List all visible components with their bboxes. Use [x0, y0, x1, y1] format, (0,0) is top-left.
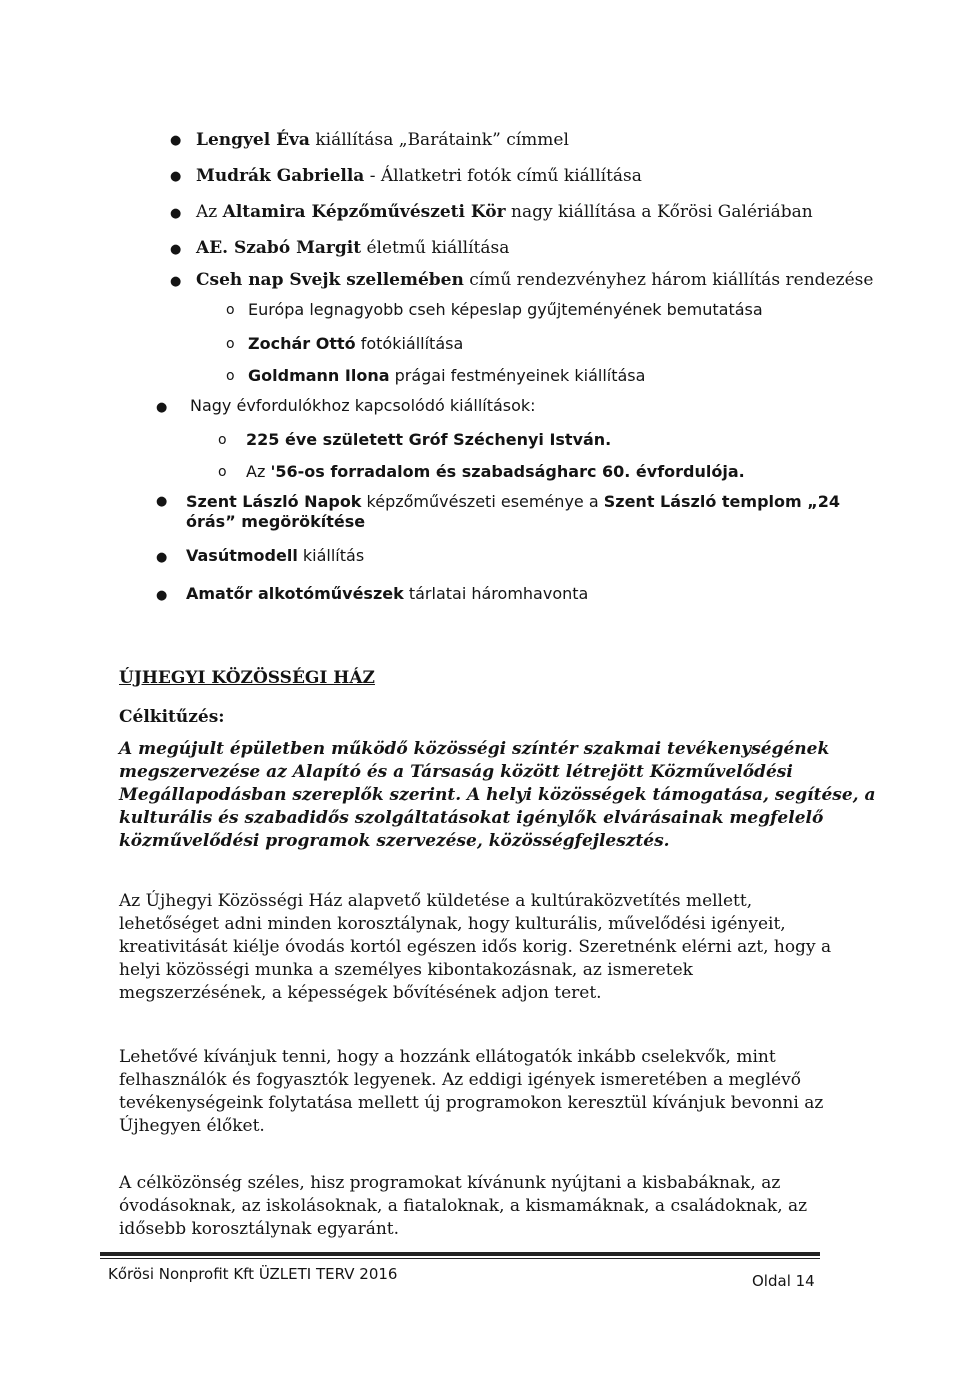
paragraph-line: felhasználók és fogyasztók legyenek. Az eddigi igények ismeretében a meglévő: [119, 1070, 801, 1090]
paragraph-line: óvodásoknak, az iskolásoknak, a fiataloknak, a kismamáknak, a családoknak, az: [119, 1196, 808, 1216]
goal-label: Célkitűzés:: [119, 707, 225, 727]
list-item-continuation: órás” megörökítése: [186, 512, 366, 531]
paragraph-line: Megállapodásban szereplők szerint. A helyi közösségek támogatása, segítése, a: [119, 785, 876, 805]
list-item: Cseh nap Svejk szellemében című rendezvényhez három kiállítás rendezése: [196, 270, 874, 290]
section-heading: ÚJHEGYI KÖZÖSSÉGI HÁZ: [119, 668, 375, 688]
goal-paragraph: [119, 738, 876, 853]
paragraph-line: A célközönség széles, hisz programokat kívánunk nyújtani a kisbabáknak, az: [119, 1173, 781, 1193]
bullet-icon: ●: [156, 550, 168, 565]
footer-divider: [100, 1252, 820, 1259]
list-item: Mudrák Gabriella - Állatketri fotók című kiállítása: [196, 166, 642, 186]
bullet-icon: ●: [156, 494, 168, 509]
paragraph-line: idősebb korosztálynak egyaránt.: [119, 1219, 400, 1239]
sub-list-item: Zochár Ottó fotókiállítása: [248, 334, 464, 353]
list-item: Az Altamira Képzőművészeti Kör nagy kiállítása a Kőrösi Galériában: [196, 202, 813, 222]
list-item: Nagy évfordulókhoz kapcsolódó kiállítások:: [190, 396, 536, 415]
sub-list-item: 225 éve született Gróf Széchenyi István.: [246, 430, 612, 449]
engagement-paragraph: [119, 1046, 830, 1138]
list-item: Amatőr alkotóművészek tárlatai háromhavonta: [186, 584, 589, 603]
bullet-icon: ●: [170, 133, 182, 148]
bullet-icon: ●: [170, 206, 182, 221]
paragraph-line: A megújult épületben működő közösségi színtér szakmai tevékenységének: [119, 739, 830, 759]
list-item: Szent László Napok képzőművészeti eseménye a Szent László templom „24: [186, 492, 841, 511]
circle-bullet-icon: o: [226, 302, 235, 318]
circle-bullet-icon: o: [226, 368, 235, 384]
paragraph-line: kulturális és szabadidős szolgáltatásokat igénylők elvárásainak megfelelő: [119, 808, 824, 828]
paragraph-line: helyi közösségi munka a személyes kibontakozásnak, az ismeretek: [119, 960, 693, 980]
circle-bullet-icon: o: [218, 432, 227, 448]
sub-list-item: Európa legnagyobb cseh képeslap gyűjteményének bemutatása: [248, 300, 763, 319]
sub-list-item: Az '56-os forradalom és szabadságharc 60. évfordulója.: [246, 462, 745, 481]
paragraph-line: tevékenységeink folytatása mellett új programokon keresztül kívánjuk bevonni az: [119, 1093, 824, 1113]
paragraph-line: közművelődési programok szervezése, közösségfejlesztés.: [119, 831, 670, 851]
sub-list-item: Goldmann Ilona prágai festményeinek kiállítása: [248, 366, 646, 385]
bullet-icon: ●: [170, 169, 182, 184]
paragraph-line: megszerzésének, a képességek bővítésének adjon teret.: [119, 983, 602, 1003]
paragraph-line: kreativitását kiélje óvodás kortól egészen idős korig. Szeretnénk elérni azt, hogy a: [119, 937, 832, 957]
list-item: Lengyel Éva kiállítása „Barátaink” címmel: [196, 130, 569, 150]
bullet-icon: ●: [156, 588, 168, 603]
bullet-icon: ●: [156, 400, 168, 415]
bullet-icon: ●: [170, 274, 182, 289]
paragraph-line: Lehetővé kívánjuk tenni, hogy a hozzánk ellátogatók inkább cselekvők, mint: [119, 1047, 776, 1067]
footer-document-title: Kőrösi Nonprofit Kft ÜZLETI TERV 2016: [108, 1265, 398, 1283]
footer-page-number: Oldal 14: [752, 1272, 815, 1290]
list-item: AE. Szabó Margit életmű kiállítása: [196, 238, 510, 258]
paragraph-line: megszervezése az Alapító és a Társaság között létrejött Közművelődési: [119, 762, 793, 782]
bullet-icon: ●: [170, 242, 182, 257]
circle-bullet-icon: o: [218, 464, 227, 480]
mission-paragraph: [119, 890, 830, 1005]
paragraph-line: Újhegyen élőket.: [119, 1116, 265, 1136]
paragraph-line: lehetőséget adni minden korosztálynak, hogy kulturális, művelődési igényeit,: [119, 914, 786, 934]
circle-bullet-icon: o: [226, 336, 235, 352]
list-item: Vasútmodell kiállítás: [186, 546, 365, 565]
paragraph-line: Az Újhegyi Közösségi Ház alapvető küldetése a kultúraközvetítés mellett,: [119, 891, 753, 911]
audience-paragraph: [119, 1172, 830, 1241]
